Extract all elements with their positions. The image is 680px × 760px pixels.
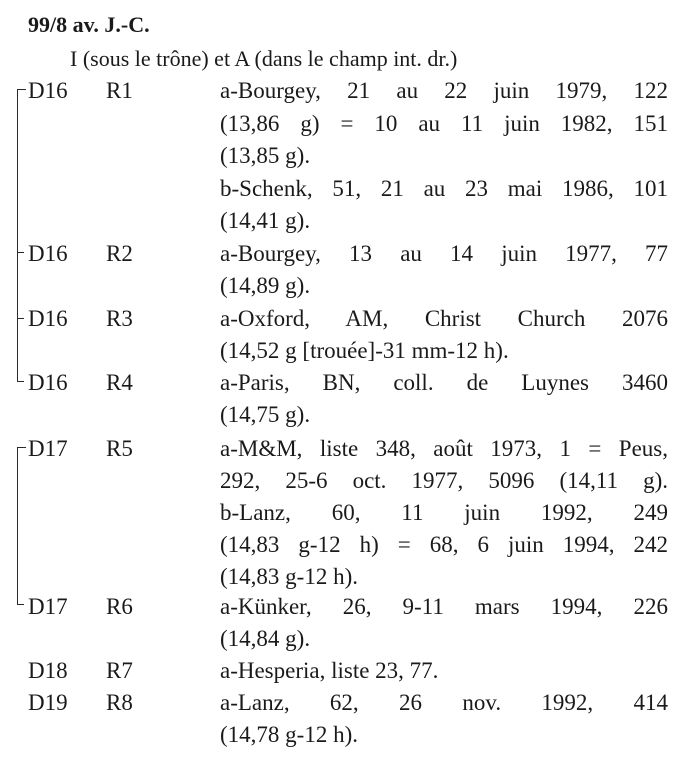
entry-die-label: D16 [28,78,68,103]
entry-text-line: a-Künker, 26, 9-11 mars 1994, 226 [220,594,668,619]
entry-text-line: a-Lanz, 62, 26 nov. 1992, 414 [220,690,668,715]
die-link-bracket-d16 [17,89,26,382]
entry-text-line: a-Oxford, AM, Christ Church 2076 [220,306,668,331]
entry-text-line: a-Bourgey, 21 au 22 juin 1979, 122 [220,78,668,103]
entry-text-line: 292, 25-6 oct. 1977, 5096 (14,11 g). [220,468,668,493]
entry-reverse-label: R1 [106,78,133,103]
entry-die-label: D16 [28,241,68,266]
entry-text-line: a-Bourgey, 13 au 14 juin 1977, 77 [220,241,668,266]
entry-die-label: D17 [28,594,68,619]
entry-reverse-label: R6 [106,594,133,619]
entry-reverse-label: R8 [106,690,133,715]
entry-text-line: (14,52 g [trouée]-31 mm-12 h). [220,338,509,363]
entry-text-line: b-Schenk, 51, 21 au 23 mai 1986, 101 [220,176,668,201]
page-subtitle: I (sous le trône) et A (dans le champ int. dr.) [70,46,458,71]
entry-text-line: (13,86 g) = 10 au 11 juin 1982, 151 [220,111,668,136]
entry-text-line: (13,85 g). [220,143,311,168]
page-title: 99/8 av. J.-C. [28,12,150,37]
entry-text-line: (14,83 g-12 h). [220,564,358,589]
entry-text-line: a-M&M, liste 348, août 1973, 1 = Peus, [220,436,668,461]
die-link-tick [17,381,24,382]
entry-text-line: (14,75 g). [220,402,311,427]
die-link-bracket-d17 [17,447,26,605]
entry-text-line: a-Hesperia, liste 23, 77. [220,658,439,683]
entry-reverse-label: R2 [106,241,133,266]
entry-reverse-label: R5 [106,436,133,461]
entry-text-line: (14,83 g-12 h) = 68, 6 juin 1994, 242 [220,532,668,557]
entry-text-line: (14,41 g). [220,208,311,233]
entry-die-label: D19 [28,690,68,715]
entry-reverse-label: R3 [106,306,133,331]
entry-text-line: b-Lanz, 60, 11 juin 1992, 249 [220,500,668,525]
entry-die-label: D18 [28,658,68,683]
die-link-tick [17,252,24,253]
entry-text-line: (14,89 g). [220,273,311,298]
die-link-tick [17,318,24,319]
entry-reverse-label: R7 [106,658,133,683]
entry-die-label: D16 [28,306,68,331]
entry-text-line: (14,84 g). [220,626,311,651]
entry-die-label: D16 [28,370,68,395]
entry-text-line: (14,78 g-12 h). [220,722,358,747]
entry-reverse-label: R4 [106,370,133,395]
die-link-tick [17,604,24,605]
entry-die-label: D17 [28,436,68,461]
entry-text-line: a-Paris, BN, coll. de Luynes 3460 [220,370,668,395]
